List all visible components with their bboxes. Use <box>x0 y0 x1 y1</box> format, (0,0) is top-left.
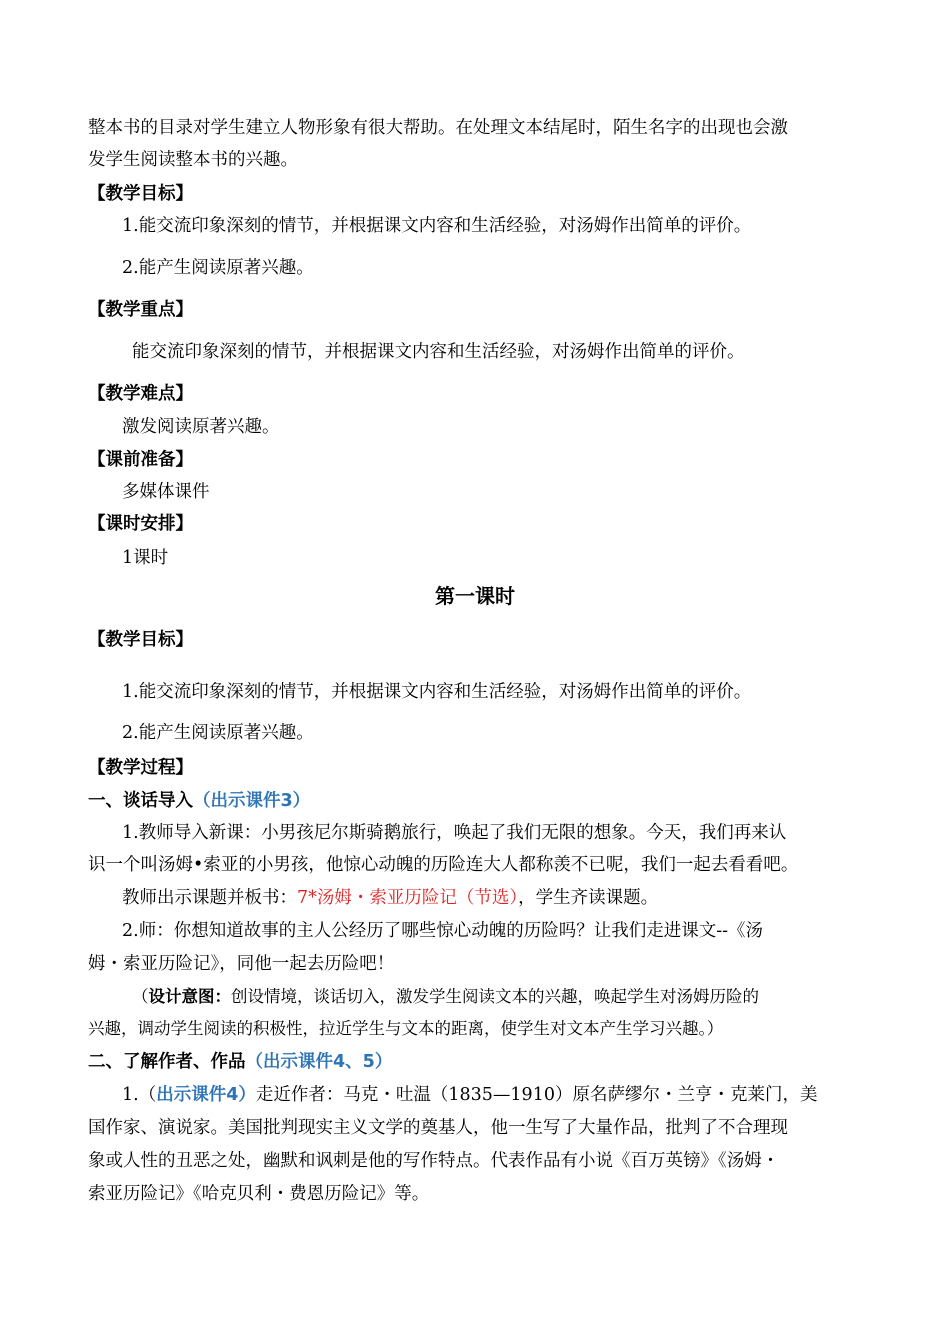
design-intent-line1 <box>132 985 759 1009</box>
intro-line-1: 整本书的目录对学生建立人物形象有很大帮助。在处理文本结尾时，陌生名字的出现也会激 <box>88 118 788 138</box>
key-points-text: 能交流印象深刻的情节，并根据课文内容和生活经验，对汤姆作出简单的评价。 <box>132 342 745 362</box>
section1-p1-line2: 识一个叫汤姆•索亚的小男孩，他惊心动魄的历险连大人都称羡不已呢，我们一起去看看吧。 <box>88 855 799 875</box>
section2-p1-line4: 索亚历险记》《哈克贝利・费恩历险记》等。 <box>88 1184 430 1204</box>
section2-p1-line1 <box>122 1083 817 1107</box>
lesson-goal-1: 1.能交流印象深刻的情节，并根据课文内容和生活经验，对汤姆作出简单的评价。 <box>122 682 752 702</box>
lesson-goals-heading: 【教学目标】 <box>88 630 193 650</box>
section2-courseware: （出示课件4、5） <box>245 1052 393 1072</box>
section2-heading-line <box>88 1050 392 1074</box>
schedule-text: 1课时 <box>122 548 169 568</box>
prep-heading: 【课前准备】 <box>88 450 193 470</box>
difficulty-text: 激发阅读原著兴趣。 <box>122 417 280 437</box>
intro-line-2: 发学生阅读整本书的兴趣。 <box>88 150 298 170</box>
section2-p1-line1-rest: 走近作者：马克・吐温（1835—1910）原名萨缪尔・兰亨・克莱门，美 <box>255 1085 818 1105</box>
process-heading: 【教学过程】 <box>88 758 193 778</box>
section2-p1-courseware: 出示课件4） <box>156 1085 256 1105</box>
schedule-heading: 【课时安排】 <box>88 514 193 534</box>
section1-courseware: （出示课件3） <box>193 791 311 811</box>
goal-item-1: 1.能交流印象深刻的情节，并根据课文内容和生活经验，对汤姆作出简单的评价。 <box>122 216 752 236</box>
key-points-heading: 【教学重点】 <box>88 300 193 320</box>
section1-p2-line <box>122 886 658 910</box>
prep-text: 多媒体课件 <box>122 482 210 502</box>
goal-item-2: 2.能产生阅读原著兴趣。 <box>122 258 314 278</box>
design-intent-line2: 兴趣，调动学生阅读的积极性，拉近学生与文本的距离，使学生对文本产生学习兴趣。） <box>88 1019 724 1038</box>
section1-heading-line <box>88 789 310 813</box>
section1-lesson-title: 7*汤姆・索亚历险记（节选） <box>297 888 519 908</box>
lesson-title: 第一课时 <box>435 584 515 608</box>
design-intent-text1: 创设情境，谈话切入，激发学生阅读文本的兴趣，唤起学生对汤姆历险的 <box>231 987 759 1006</box>
section2-p1-line3: 象或人性的丑恶之处，幽默和讽刺是他的写作特点。代表作品有小说《百万英镑》《汤姆・ <box>88 1151 780 1171</box>
section2-p1-prefix: 1.（ <box>122 1085 157 1105</box>
section1-p2-after: ，学生齐读课题。 <box>518 888 659 908</box>
goals-heading: 【教学目标】 <box>88 184 193 204</box>
section1-heading: 一、谈话导入 <box>88 791 193 811</box>
section2-heading: 二、了解作者、作品 <box>88 1052 246 1072</box>
section2-p1-line2: 国作家、演说家。美国批判现实主义文学的奠基人，他一生写了大量作品，批判了不合理现 <box>88 1118 788 1138</box>
section1-p1-line1: 1.教师导入新课：小男孩尼尔斯骑鹅旅行，唤起了我们无限的想象。今天，我们再来认 <box>122 823 787 843</box>
design-open-paren: （ <box>132 987 149 1006</box>
design-intent-label: 设计意图： <box>148 987 231 1006</box>
section1-p3-line2: 姆・索亚历险记》，同他一起去历险吧！ <box>88 954 395 974</box>
lesson-goal-2: 2.能产生阅读原著兴趣。 <box>122 723 314 743</box>
difficulty-heading: 【教学难点】 <box>88 384 193 404</box>
section1-p2-before: 教师出示课题并板书： <box>122 888 297 908</box>
section1-p3-line1: 2.师：你想知道故事的主人公经历了哪些惊心动魄的历险吗？让我们走进课文--《汤 <box>122 921 764 941</box>
